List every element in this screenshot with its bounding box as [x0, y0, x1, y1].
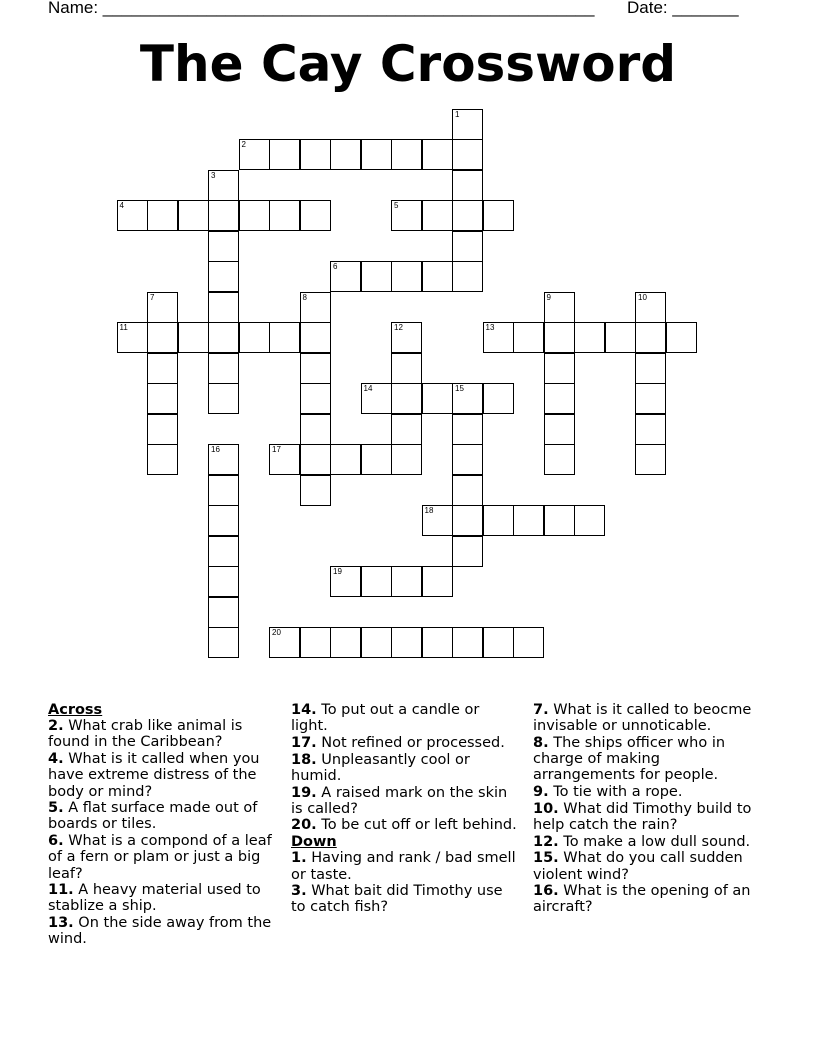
grid-cell[interactable]	[208, 536, 239, 567]
clue-across-4: 4. What is it called when you have extreme distress of the body or mind?	[48, 751, 260, 800]
clue-number: 7	[150, 292, 155, 302]
grid-cell[interactable]	[452, 505, 483, 536]
grid-cell[interactable]	[269, 139, 300, 170]
grid-cell[interactable]	[635, 444, 666, 475]
clue-down-12: 12. To make a low dull sound.	[533, 833, 751, 850]
clue-down-7: 7. What is it called to beocme invisable or unnoticable.	[533, 702, 752, 735]
grid-cell[interactable]	[635, 414, 666, 445]
grid-cell[interactable]	[452, 627, 483, 658]
grid-cell[interactable]	[452, 170, 483, 201]
grid-cell[interactable]	[208, 383, 239, 414]
grid-cell[interactable]	[422, 261, 453, 292]
grid-cell[interactable]	[452, 109, 483, 140]
grid-cell[interactable]	[330, 261, 361, 292]
grid-cell[interactable]	[483, 383, 514, 414]
grid-cell[interactable]	[635, 292, 666, 323]
grid-cell[interactable]	[300, 383, 331, 414]
clue-number: 14	[363, 384, 373, 393]
grid-cell[interactable]	[452, 261, 483, 292]
clue-across-18: 18. Unpleasantly cool or humid.	[291, 751, 470, 784]
grid-cell[interactable]	[574, 322, 605, 353]
grid-cell[interactable]	[422, 139, 453, 170]
grid-cell[interactable]	[239, 200, 270, 231]
date-field-label: Date: _______	[627, 0, 739, 17]
grid-cell[interactable]	[361, 261, 392, 292]
grid-cell[interactable]	[300, 322, 331, 353]
grid-cell[interactable]	[422, 566, 453, 597]
grid-cell[interactable]	[391, 200, 422, 231]
grid-cell[interactable]	[544, 322, 575, 353]
clue-down-10: 10. What did Timothy build to help catch the rain?	[533, 800, 752, 833]
grid-cell[interactable]	[147, 414, 178, 445]
clues-column-3	[533, 702, 761, 916]
grid-cell[interactable]	[208, 444, 239, 475]
grid-cell[interactable]	[239, 139, 270, 170]
grid-cell[interactable]	[300, 627, 331, 658]
clues-column-2	[291, 702, 519, 916]
grid-cell[interactable]	[513, 322, 544, 353]
clue-across-13: 13. On the side away from the wind.	[48, 915, 272, 948]
clue-number: 9	[546, 292, 551, 302]
grid-cell[interactable]	[147, 200, 178, 231]
clue-number: 20	[272, 628, 281, 637]
across-heading: Across	[48, 702, 103, 718]
grid-cell[interactable]	[391, 383, 422, 414]
grid-cell[interactable]	[452, 444, 483, 475]
grid-cell[interactable]	[483, 505, 514, 536]
grid-cell[interactable]	[147, 353, 178, 384]
clue-across-17: 17. Not refined or processed.	[291, 734, 505, 751]
clue-across-19: 19. A raised mark on the skin is called?	[291, 784, 508, 817]
grid-cell[interactable]	[422, 505, 453, 536]
clue-number: 6	[333, 262, 338, 271]
grid-cell[interactable]	[300, 139, 331, 170]
grid-cell[interactable]	[208, 566, 239, 597]
grid-cell[interactable]	[544, 414, 575, 445]
grid-cell[interactable]	[544, 444, 575, 475]
grid-cell[interactable]	[269, 200, 300, 231]
grid-cell[interactable]	[391, 261, 422, 292]
grid-cell[interactable]	[269, 322, 300, 353]
grid-cell[interactable]	[208, 231, 239, 262]
grid-cell[interactable]	[574, 505, 605, 536]
clue-number: 17	[272, 445, 281, 454]
down-heading: Down	[291, 834, 337, 851]
grid-cell[interactable]	[178, 322, 209, 353]
grid-cell[interactable]	[147, 322, 178, 353]
grid-cell[interactable]	[300, 444, 331, 475]
grid-cell[interactable]	[208, 322, 239, 353]
grid-cell[interactable]	[483, 200, 514, 231]
clue-across-11: 11. A heavy material used to stablize a ship.	[48, 882, 261, 915]
grid-cell[interactable]	[635, 383, 666, 414]
clue-number: 16	[211, 445, 220, 454]
grid-cell[interactable]	[269, 444, 300, 475]
grid-cell[interactable]	[117, 322, 148, 353]
clue-number: 18	[424, 506, 434, 515]
clue-number: 10	[638, 292, 647, 302]
grid-cell[interactable]	[361, 383, 392, 414]
grid-cell[interactable]	[544, 383, 575, 414]
grid-cell[interactable]	[544, 505, 575, 536]
grid-cell[interactable]	[208, 627, 239, 658]
grid-cell[interactable]	[391, 353, 422, 384]
grid-cell[interactable]	[452, 414, 483, 445]
grid-cell[interactable]	[391, 627, 422, 658]
name-field-label: Name: ____________________________________________________	[48, 0, 595, 17]
grid-cell[interactable]	[361, 627, 392, 658]
clue-down-3: 3. What bait did Timothy use to catch fish?	[291, 883, 503, 916]
grid-cell[interactable]	[513, 505, 544, 536]
grid-cell[interactable]	[361, 444, 392, 475]
grid-cell[interactable]	[513, 627, 544, 658]
clues-column-1	[48, 702, 276, 948]
grid-cell[interactable]	[208, 292, 239, 323]
grid-cell[interactable]	[147, 444, 178, 475]
grid-cell[interactable]	[300, 475, 331, 506]
grid-cell[interactable]	[300, 353, 331, 384]
grid-cell[interactable]	[391, 566, 422, 597]
grid-cell[interactable]	[635, 353, 666, 384]
grid-cell[interactable]	[330, 444, 361, 475]
grid-cell[interactable]	[483, 322, 514, 353]
grid-cell[interactable]	[452, 139, 483, 170]
grid-cell[interactable]	[452, 536, 483, 567]
grid-cell[interactable]	[361, 139, 392, 170]
clue-number: 15	[455, 384, 464, 393]
clue-number: 4	[119, 201, 124, 210]
grid-cell[interactable]	[239, 322, 270, 353]
grid-cell[interactable]	[361, 566, 392, 597]
grid-cell[interactable]	[300, 292, 331, 323]
grid-cell[interactable]	[544, 292, 575, 323]
grid-cell[interactable]	[147, 292, 178, 323]
grid-cell[interactable]	[208, 200, 239, 231]
grid-cell[interactable]	[635, 322, 666, 353]
grid-cell[interactable]	[605, 322, 636, 353]
grid-cell[interactable]	[147, 383, 178, 414]
clue-number: 19	[333, 567, 342, 576]
grid-cell[interactable]	[208, 261, 239, 292]
clue-across-2: 2. What crab like animal is found in the Caribbean?	[48, 718, 243, 751]
grid-cell[interactable]	[666, 322, 697, 353]
clue-down-9: 9. To tie with a rope.	[533, 784, 683, 801]
grid-cell[interactable]	[452, 200, 483, 231]
grid-cell[interactable]	[483, 627, 514, 658]
grid-cell[interactable]	[391, 444, 422, 475]
grid-cell[interactable]	[178, 200, 209, 231]
clue-number: 1	[455, 109, 460, 119]
grid-cell[interactable]	[330, 139, 361, 170]
clue-across-6: 6. What is a compond of a leaf of a fern or plam or just a big leaf?	[48, 833, 272, 882]
clue-number: 8	[302, 292, 307, 302]
grid-cell[interactable]	[208, 475, 239, 506]
grid-cell[interactable]	[422, 383, 453, 414]
grid-cell[interactable]	[391, 414, 422, 445]
clue-across-20: 20. To be cut off or left behind.	[291, 817, 517, 834]
clue-number: 11	[119, 323, 128, 332]
grid-cell[interactable]	[452, 231, 483, 262]
grid-cell[interactable]	[391, 139, 422, 170]
grid-cell[interactable]	[300, 200, 331, 231]
grid-cell[interactable]	[391, 322, 422, 353]
clue-number: 13	[485, 323, 495, 332]
clue-number: 2	[241, 140, 246, 149]
grid-cell[interactable]	[452, 475, 483, 506]
grid-cell[interactable]	[117, 200, 148, 231]
grid-cell[interactable]	[208, 170, 239, 201]
grid-cell[interactable]	[330, 566, 361, 597]
grid-cell[interactable]	[544, 353, 575, 384]
clue-down-15: 15. What do you call sudden violent wind?	[533, 850, 743, 883]
grid-cell[interactable]	[422, 627, 453, 658]
clue-number: 5	[394, 201, 399, 210]
clue-down-8: 8. The ships officer who in charge of making arrangements for people.	[533, 734, 726, 784]
page-title: The Cay Crossword	[139, 35, 677, 93]
clue-across-14: 14. To put out a candle or light.	[291, 702, 480, 735]
grid-cell[interactable]	[300, 414, 331, 445]
clue-number: 3	[211, 170, 216, 180]
grid-cell[interactable]	[452, 383, 483, 414]
grid-cell[interactable]	[208, 505, 239, 536]
grid-cell[interactable]	[208, 597, 239, 628]
grid-cell[interactable]	[208, 353, 239, 384]
clue-across-5: 5. A flat surface made out of boards or tiles.	[48, 800, 258, 833]
clue-number: 12	[394, 323, 403, 332]
grid-cell[interactable]	[269, 627, 300, 658]
clue-down-1: 1. Having and rank / bad smell or taste.	[291, 850, 516, 883]
clue-down-16: 16. What is the opening of an aircraft?	[533, 883, 751, 916]
grid-cell[interactable]	[422, 200, 453, 231]
grid-cell[interactable]	[330, 627, 361, 658]
